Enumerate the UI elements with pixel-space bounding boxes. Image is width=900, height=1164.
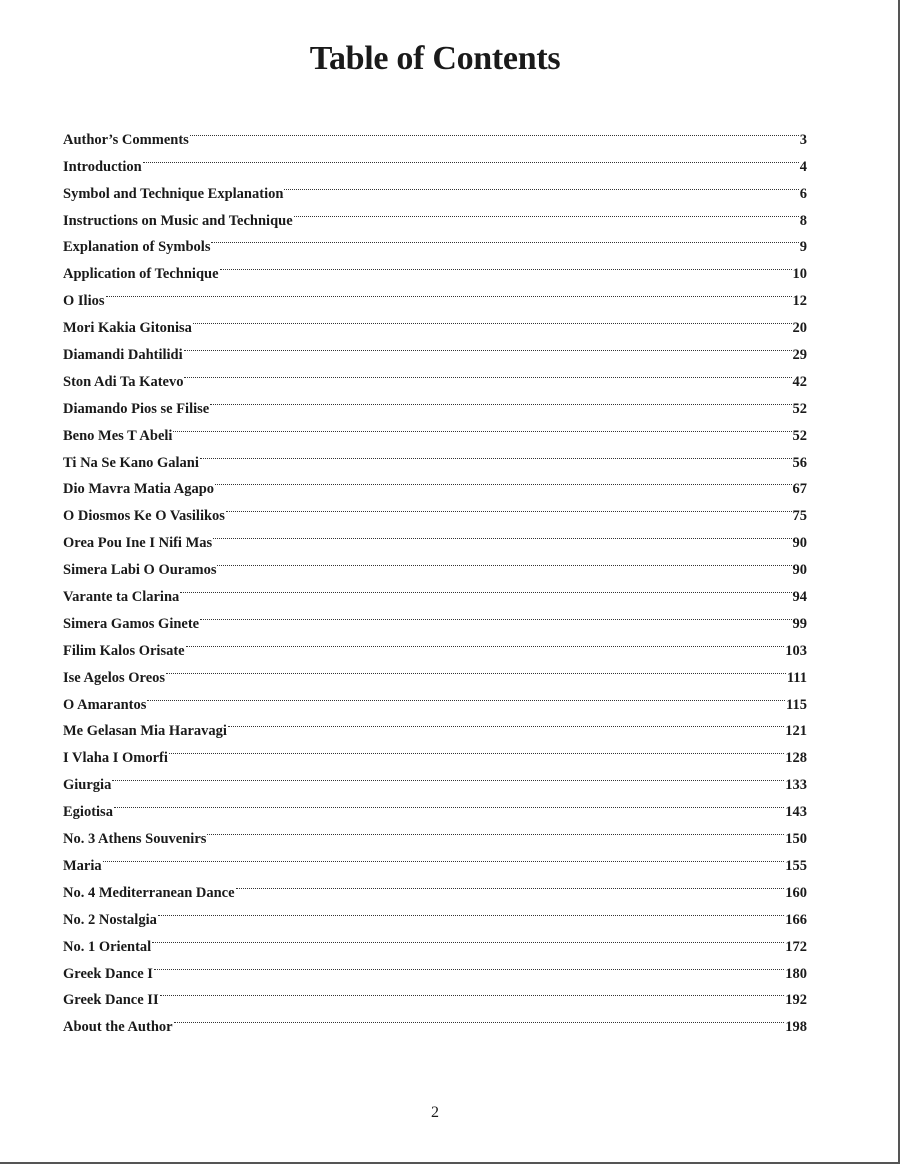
- page-number: 2: [431, 1104, 439, 1121]
- toc-entry: [63, 413, 807, 444]
- toc-entry-page-number: 172: [785, 938, 807, 955]
- dot-leader: [200, 440, 792, 467]
- toc-entry-page-number: 6: [799, 185, 807, 202]
- dot-leader: [158, 897, 784, 924]
- toc-entry: [63, 655, 807, 686]
- dot-leader: [173, 413, 791, 440]
- toc-entry-title: Instructions on Music and Technique: [63, 212, 293, 229]
- toc-entry-page-number: 166: [785, 911, 807, 928]
- toc-entry-page-number: 12: [792, 293, 807, 310]
- toc-entry-title: Simera Labi O Ouramos: [63, 562, 217, 579]
- dot-leader: [213, 520, 791, 547]
- toc-entry-title: No. 3 Athens Souvenirs: [63, 831, 207, 848]
- toc-entry-page-number: 133: [785, 777, 807, 794]
- dot-leader: [284, 171, 798, 198]
- toc-entry-page-number: 20: [792, 320, 807, 337]
- toc-entry-title: O Diosmos Ke O Vasilikos: [63, 508, 225, 525]
- dot-leader: [190, 117, 799, 144]
- toc-entry-page-number: 4: [799, 158, 807, 175]
- toc-entry-title: Ston Adi Ta Katevo: [63, 373, 184, 390]
- dot-leader: [207, 816, 784, 843]
- toc-entry: [63, 305, 807, 337]
- toc-entry-title: Filim Kalos Orisate: [63, 642, 185, 659]
- toc-entry: [63, 1004, 807, 1036]
- dot-leader: [210, 386, 791, 413]
- toc-entry-page-number: 160: [785, 884, 807, 901]
- table-of-contents: [63, 117, 807, 1036]
- toc-entry-page-number: 3: [799, 131, 807, 148]
- toc-entry-title: No. 1 Oriental: [63, 938, 152, 955]
- dot-leader: [228, 709, 784, 736]
- dot-leader: [114, 789, 784, 816]
- dot-leader: [211, 225, 798, 252]
- dot-leader: [200, 601, 791, 628]
- toc-entry-page-number: 52: [792, 400, 807, 417]
- dot-leader: [184, 359, 791, 386]
- toc-entry-title: Greek Dance I: [63, 965, 153, 982]
- toc-entry-page-number: 90: [792, 535, 807, 552]
- dot-leader: [166, 655, 786, 682]
- toc-entry-page-number: 192: [785, 992, 807, 1009]
- toc-entry-page-number: 143: [785, 804, 807, 821]
- toc-entry-title: Simera Gamos Ginete: [63, 615, 200, 632]
- toc-entry: [63, 924, 807, 955]
- toc-entry-title: Introduction: [63, 158, 142, 175]
- toc-entry-title: Beno Mes T Abeli: [63, 427, 173, 444]
- toc-entry-page-number: 111: [786, 669, 807, 686]
- toc-entry: [63, 870, 807, 901]
- toc-entry: [63, 682, 807, 713]
- toc-entry-title: Diamandi Dahtilidi: [63, 347, 183, 364]
- toc-entry-page-number: 121: [785, 723, 807, 740]
- toc-entry-page-number: 150: [785, 831, 807, 848]
- dot-leader: [143, 144, 799, 171]
- toc-entry-page-number: 10: [792, 266, 807, 283]
- dot-leader: [215, 467, 791, 494]
- dot-leader: [226, 493, 792, 520]
- toc-entry-title: Explanation of Symbols: [63, 239, 211, 256]
- toc-entry-title: Egiotisa: [63, 804, 113, 821]
- toc-entry-title: Author’s Comments: [63, 131, 189, 148]
- toc-entry-title: O Ilios: [63, 293, 105, 310]
- toc-entry-title: Varante ta Clarina: [63, 589, 180, 606]
- toc-entry-page-number: 52: [792, 427, 807, 444]
- toc-entry-title: Me Gelasan Mia Haravagi: [63, 723, 227, 740]
- toc-entry: [63, 709, 807, 740]
- toc-entry-title: Application of Technique: [63, 266, 219, 283]
- toc-entry-title: Dio Mavra Matia Agapo: [63, 481, 215, 498]
- toc-entry-title: Greek Dance II: [63, 992, 159, 1009]
- toc-entry-page-number: 67: [792, 481, 807, 498]
- toc-entry-title: O Amarantos: [63, 696, 147, 713]
- toc-entry-page-number: 9: [799, 239, 807, 256]
- dot-leader: [112, 762, 784, 789]
- dot-leader: [169, 735, 784, 762]
- toc-entry: [63, 171, 807, 202]
- toc-entry-title: No. 2 Nostalgia: [63, 911, 157, 928]
- toc-entry-page-number: 128: [785, 750, 807, 767]
- toc-entry-title: Orea Pou Ine I Nifi Mas: [63, 535, 213, 552]
- toc-entry-page-number: 103: [785, 642, 807, 659]
- toc-entry: [63, 843, 807, 874]
- toc-entry: [63, 789, 807, 821]
- toc-entry: [63, 951, 807, 982]
- toc-entry-title: I Vlaha I Omorfi: [63, 750, 168, 767]
- toc-entry-page-number: 8: [799, 212, 807, 229]
- toc-entry-page-number: 75: [792, 508, 807, 525]
- toc-entry-title: No. 4 Mediterranean Dance: [63, 884, 235, 901]
- toc-entry: [63, 897, 807, 928]
- toc-entry-page-number: 56: [792, 454, 807, 471]
- toc-entry-title: Diamando Pios se Filise: [63, 400, 210, 417]
- toc-entry-page-number: 90: [792, 562, 807, 579]
- toc-entry-page-number: 42: [792, 373, 807, 390]
- toc-entry-title: About the Author: [63, 1019, 173, 1036]
- dot-leader: [236, 870, 785, 897]
- dot-leader: [154, 951, 784, 978]
- toc-entry: [63, 144, 807, 175]
- toc-entry-page-number: 198: [785, 1019, 807, 1036]
- toc-entry-title: Maria: [63, 857, 102, 874]
- toc-entry: [63, 278, 807, 310]
- toc-entry-title: Giurgia: [63, 777, 112, 794]
- toc-entry: [63, 735, 807, 767]
- dot-leader: [152, 924, 784, 951]
- toc-entry-page-number: 180: [785, 965, 807, 982]
- dot-leader: [186, 628, 785, 655]
- toc-entry-title: Ise Agelos Oreos: [63, 669, 166, 686]
- toc-entry-page-number: 115: [786, 696, 807, 713]
- dot-leader: [184, 332, 792, 359]
- toc-entry-page-number: 155: [785, 857, 807, 874]
- toc-entry: [63, 978, 807, 1009]
- toc-entry-title: Mori Kakia Gitonisa: [63, 320, 192, 337]
- toc-entry: [63, 440, 807, 471]
- dot-leader: [294, 198, 799, 225]
- toc-entry-title: Ti Na Se Kano Galani: [63, 454, 199, 471]
- toc-entry: [63, 816, 807, 848]
- toc-entry: [63, 117, 807, 148]
- toc-entry-page-number: 94: [792, 589, 807, 606]
- toc-entry-page-number: 99: [792, 615, 807, 632]
- dot-leader: [220, 251, 792, 278]
- dot-leader: [217, 547, 791, 574]
- page-title: Table of Contents: [309, 40, 561, 77]
- dot-leader: [193, 305, 792, 332]
- toc-entry-page-number: 29: [792, 347, 807, 364]
- dot-leader: [180, 574, 791, 601]
- dot-leader: [147, 682, 785, 709]
- dot-leader: [106, 278, 792, 305]
- dot-leader: [174, 1004, 785, 1031]
- toc-entry-title: Symbol and Technique Explanation: [63, 185, 284, 202]
- dot-leader: [160, 978, 785, 1005]
- dot-leader: [103, 843, 785, 870]
- toc-entry: [63, 762, 807, 794]
